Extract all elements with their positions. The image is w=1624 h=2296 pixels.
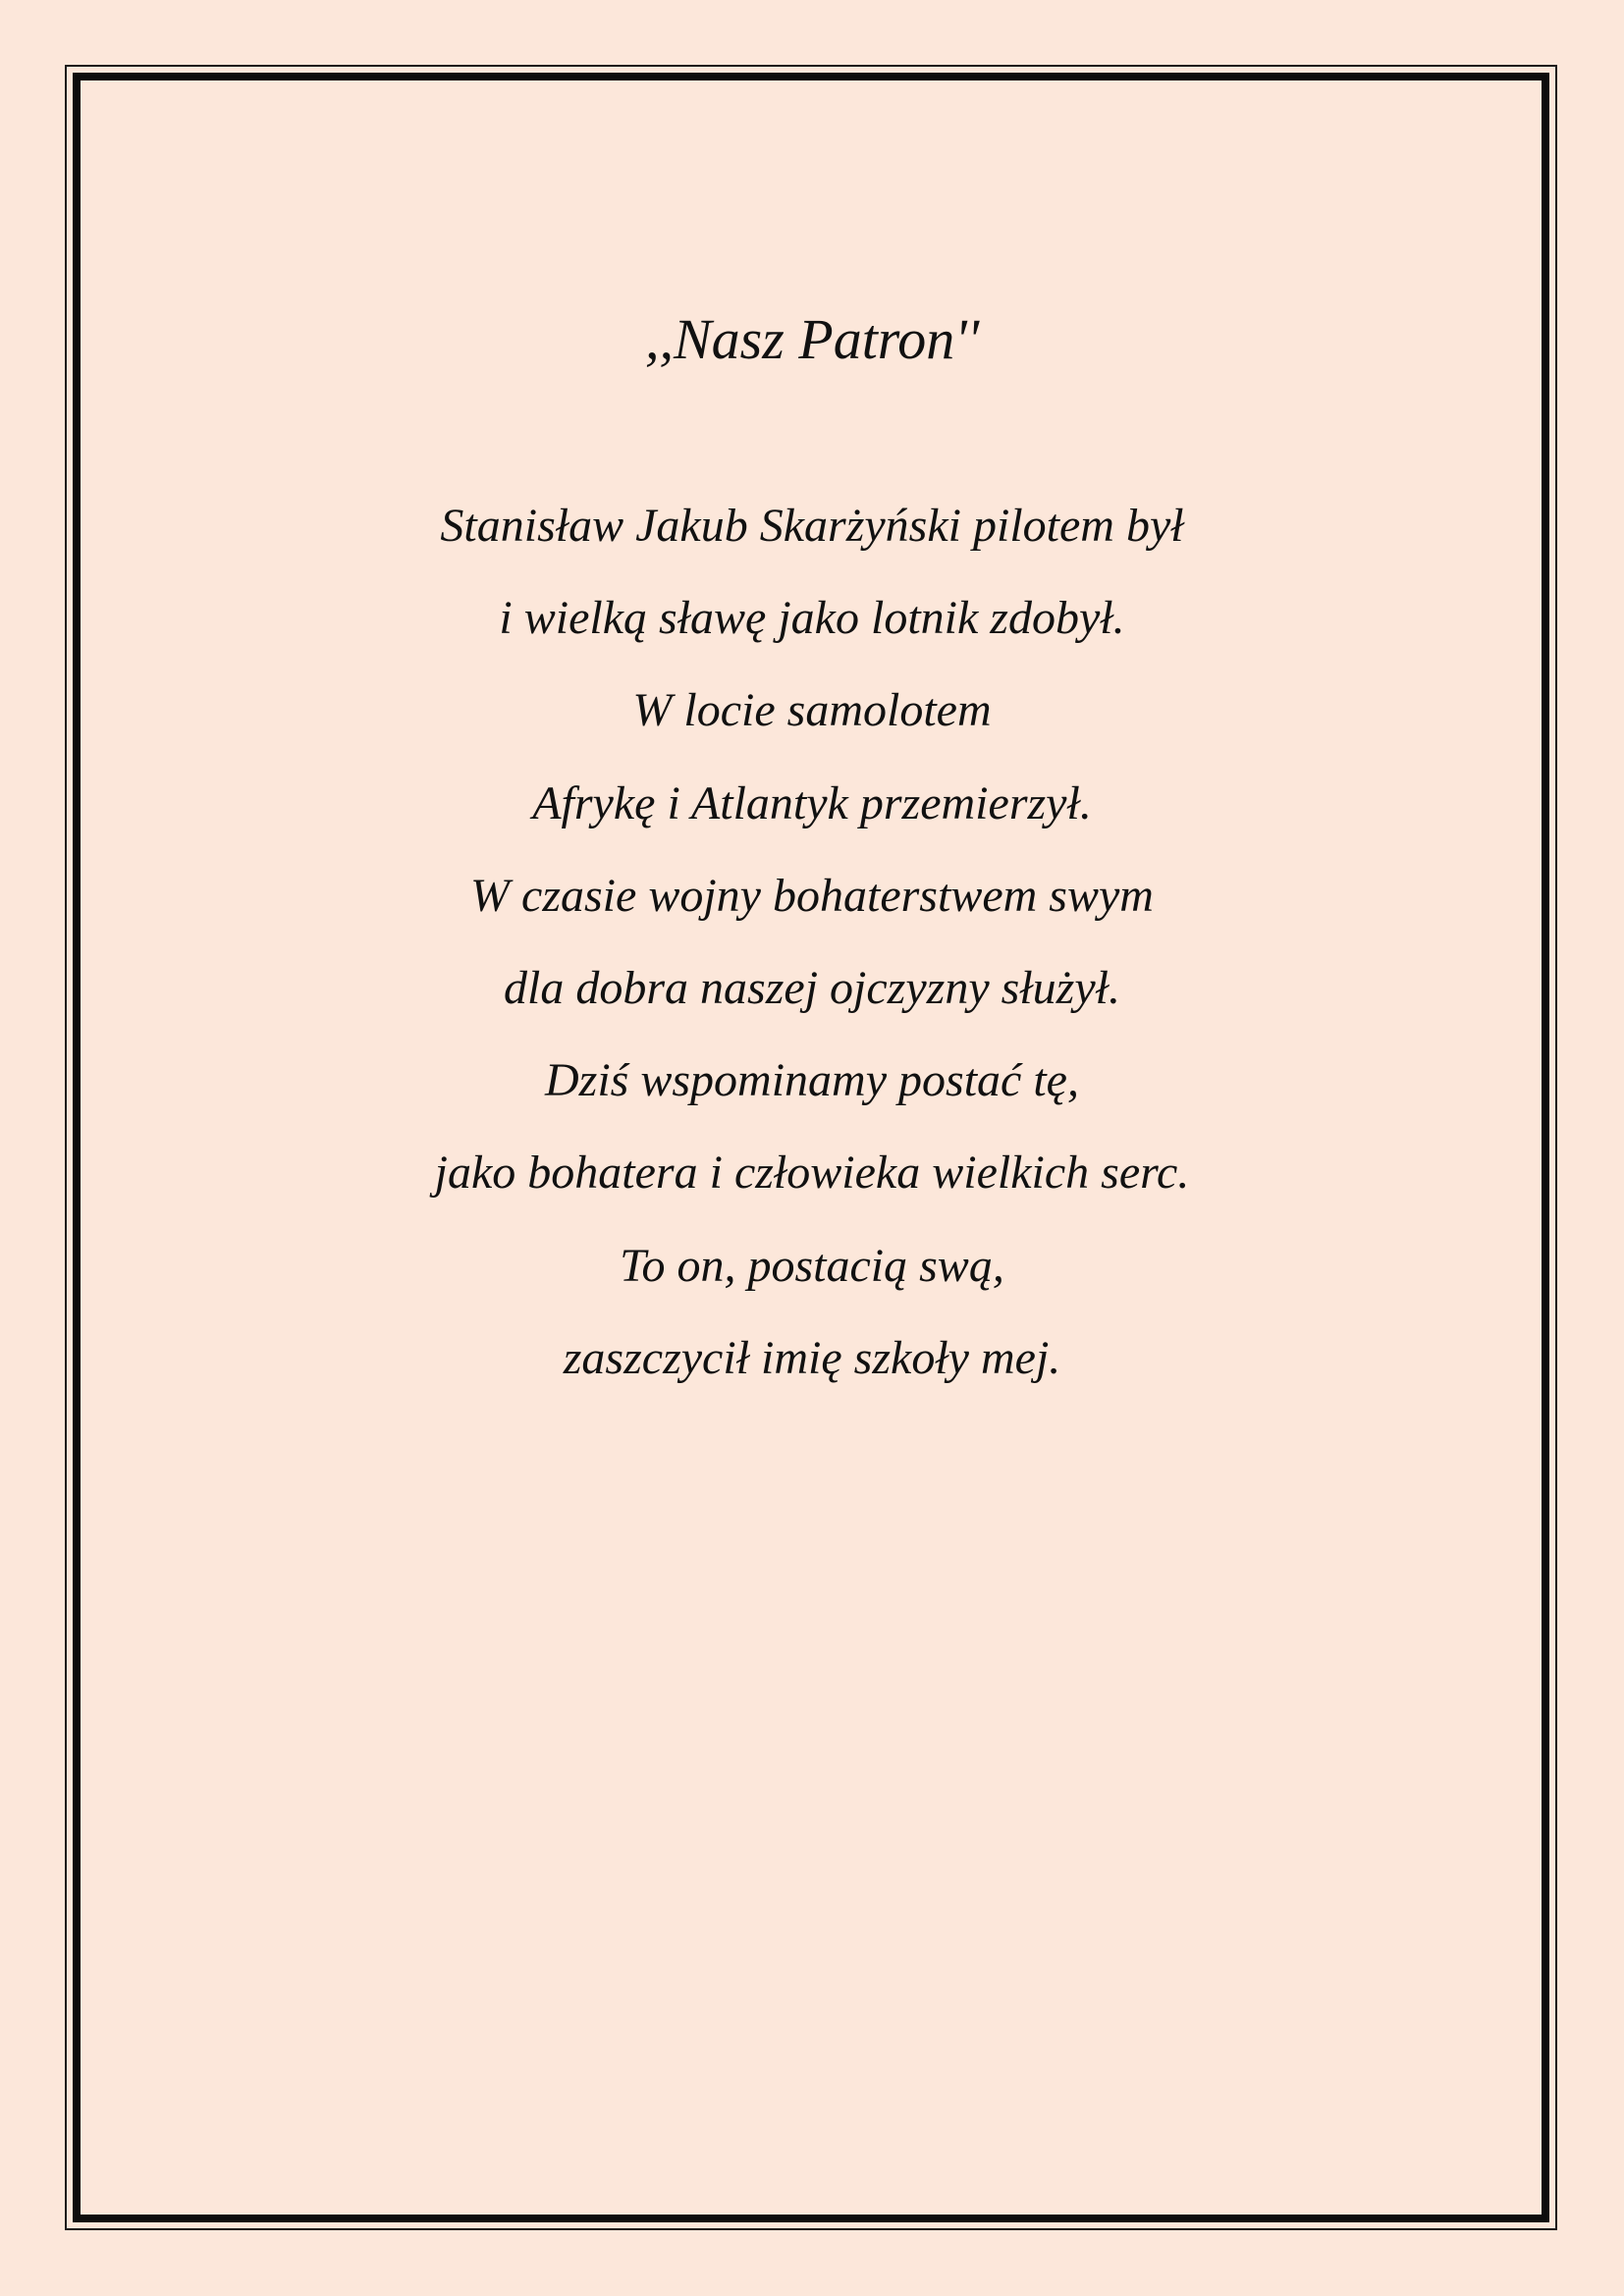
poem-title: ,,Nasz Patron'' — [644, 307, 980, 371]
poem-line-5: W czasie wojny bohaterstwem swym — [470, 869, 1154, 922]
poem-line-7: Dziś wspominamy postać tę, — [545, 1054, 1079, 1107]
poem-line-2: i wielką sławę jako lotnik zdobył. — [499, 592, 1125, 645]
poem-line-10: zaszczycił imię szkoły mej. — [563, 1331, 1061, 1384]
poem-line-9: To on, postacią swą, — [620, 1239, 1004, 1292]
poem-line-3: W locie samolotem — [632, 684, 992, 737]
poem-body — [0, 494, 1624, 1418]
poem-line-6: dla dobra naszej ojczyzny służył. — [504, 961, 1120, 1014]
poem-line-8: jako bohatera i człowieka wielkich serc. — [434, 1147, 1190, 1200]
poem-line-4: Afrykę i Atlantyk przemierzył. — [532, 776, 1092, 829]
poem-line-1: Stanisław Jakub Skarżyński pilotem był — [440, 500, 1184, 552]
